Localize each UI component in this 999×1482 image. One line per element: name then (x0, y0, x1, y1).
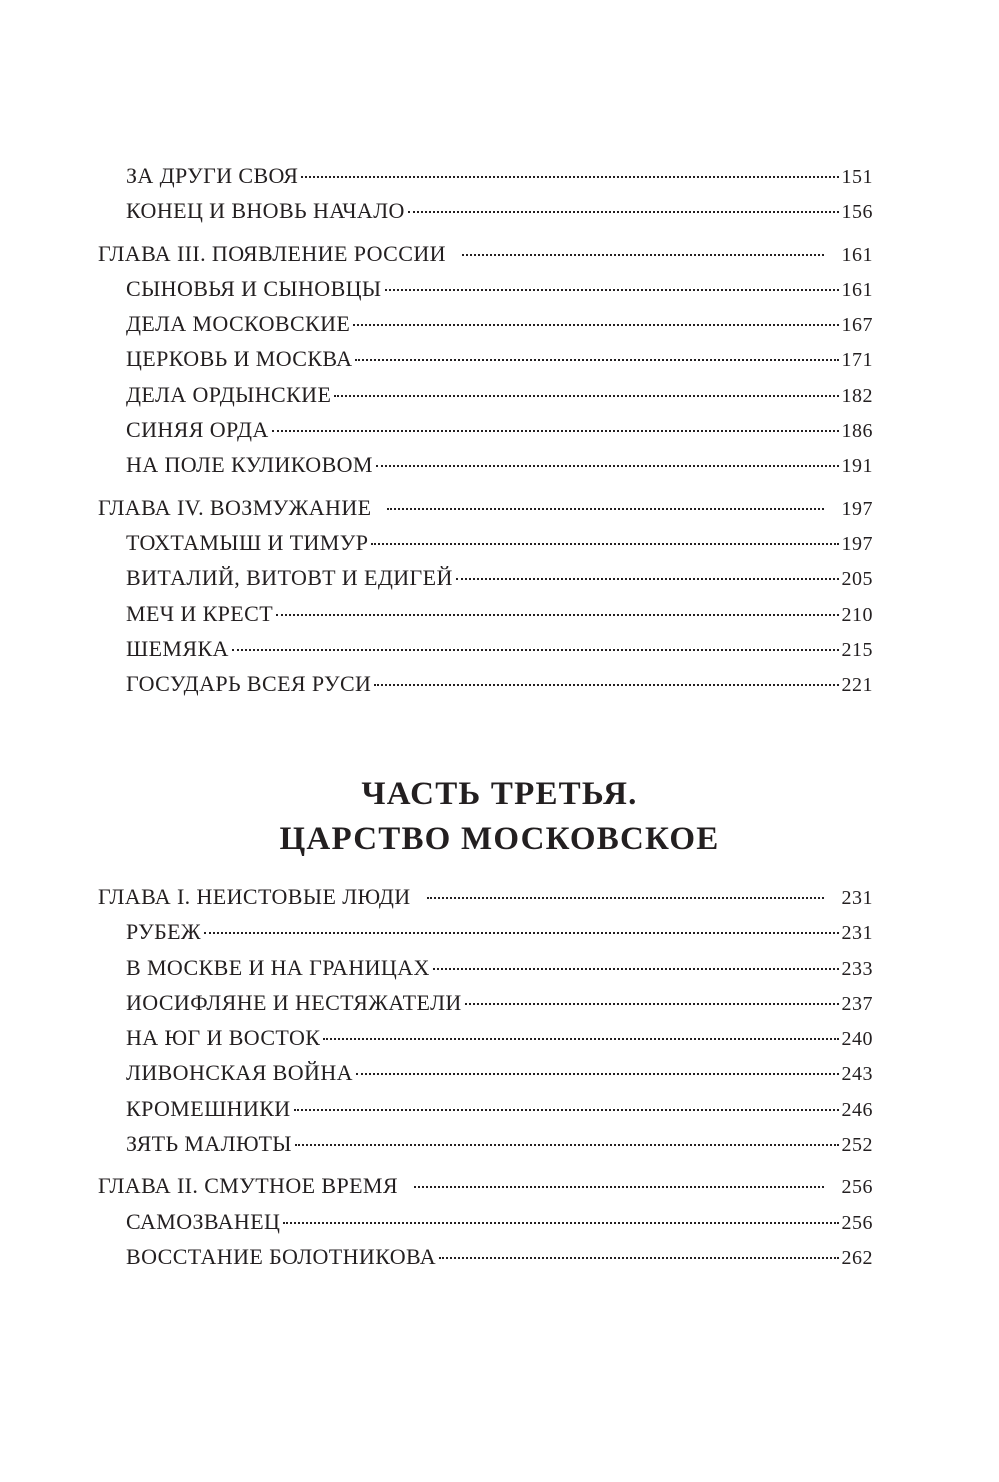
toc-entry[interactable] (98, 1131, 873, 1166)
dot-leader (356, 1073, 839, 1075)
dot-leader (295, 1144, 839, 1146)
toc-entry[interactable] (98, 530, 873, 565)
entry-title: ДЕЛА ОРДЫНСКИЕ (126, 381, 332, 407)
toc-entry[interactable] (98, 1096, 873, 1131)
dot-leader (433, 968, 839, 970)
dot-leader (462, 254, 824, 256)
entry-page: 171 (841, 349, 873, 372)
dot-leader (414, 1186, 824, 1188)
dot-leader (294, 1109, 839, 1111)
entry-title: ВОССТАНИЕ БОЛОТНИКОВА (126, 1243, 437, 1269)
entry-title: ВИТАЛИЙ, ВИТОВТ И ЕДИГЕЙ (126, 565, 453, 591)
dot-leader (385, 289, 839, 291)
entry-title: ТОХТАМЫШ И ТИМУР (126, 529, 369, 555)
dot-leader (465, 1003, 839, 1005)
toc-entry[interactable] (98, 636, 873, 671)
chapter-page: 161 (841, 243, 873, 266)
dot-leader (323, 1038, 838, 1040)
dot-leader (355, 359, 838, 361)
entry-title: В МОСКВЕ И НА ГРАНИЦАХ (126, 954, 430, 980)
chapter-page: 256 (841, 1176, 873, 1199)
toc-entry[interactable] (98, 382, 873, 417)
chapter-page: 231 (841, 887, 873, 909)
toc-chapter[interactable] (98, 884, 873, 919)
dot-leader (427, 897, 824, 899)
entry-title: ГОСУДАРЬ ВСЕЯ РУСИ (126, 671, 372, 697)
dot-leader (456, 578, 839, 580)
entry-page: 161 (841, 278, 873, 301)
entry-page: 237 (841, 992, 873, 1015)
entry-page: 256 (841, 1211, 873, 1234)
entry-title: РУБЕЖ (126, 919, 202, 945)
dot-leader (283, 1222, 838, 1224)
entry-title: КОНЕЦ И ВНОВЬ НАЧАЛО (126, 198, 405, 224)
entry-title: СИНЯЯ ОРДА (126, 417, 269, 443)
entry-page: 156 (841, 201, 873, 224)
entry-page: 186 (841, 420, 873, 443)
entry-title: ЗЯТЬ МАЛЮТЫ (126, 1131, 292, 1157)
toc-entry[interactable] (98, 311, 873, 346)
entry-page: 167 (841, 314, 873, 337)
entry-title: НА ПОЛЕ КУЛИКОВОМ (126, 452, 373, 478)
entry-page: 246 (841, 1098, 873, 1121)
dot-leader (301, 176, 838, 178)
entry-page: 182 (841, 384, 873, 407)
part-heading-line2: ЦАРСТВО МОСКОВСКОЕ (279, 821, 720, 857)
toc-entry[interactable] (98, 601, 873, 636)
entry-title: ШЕМЯКА (126, 635, 229, 661)
chapter-title: ГЛАВА I. НЕИСТОВЫЕ ЛЮДИ (98, 884, 411, 909)
entry-page: 197 (841, 532, 873, 555)
dot-leader (204, 932, 838, 934)
entry-title: ДЕЛА МОСКОВСКИЕ (126, 311, 351, 337)
entry-page: 252 (841, 1134, 873, 1157)
toc-entry[interactable] (98, 919, 873, 954)
dot-leader (374, 684, 838, 686)
toc-entry[interactable] (98, 163, 873, 198)
entry-page: 191 (841, 455, 873, 478)
toc-entry[interactable] (98, 1209, 873, 1244)
toc-entry[interactable] (98, 565, 873, 600)
entry-title: ЦЕРКОВЬ И МОСКВА (126, 346, 353, 372)
toc-chapter[interactable] (98, 495, 873, 530)
entry-title: НА ЮГ И ВОСТОК (126, 1025, 321, 1051)
toc-entry[interactable] (98, 452, 873, 487)
entry-title: САМОЗВАНЕЦ (126, 1208, 281, 1234)
toc-entry[interactable] (98, 346, 873, 381)
entry-page: 151 (841, 166, 873, 188)
entry-title: МЕЧ И КРЕСТ (126, 600, 274, 626)
part-heading-line1: ЧАСТЬ ТРЕТЬЯ. (361, 776, 638, 812)
entry-page: 215 (841, 638, 873, 661)
dot-leader (272, 430, 839, 432)
dot-leader (439, 1257, 838, 1259)
chapter-page: 197 (841, 497, 873, 520)
entry-title: КРОМЕШНИКИ (126, 1095, 291, 1121)
dot-leader (232, 649, 839, 651)
entry-page: 221 (841, 674, 873, 697)
entry-title: ЗА ДРУГИ СВОЯ (126, 163, 299, 188)
toc-entry[interactable] (98, 1244, 873, 1279)
dot-leader (334, 395, 838, 397)
dot-leader (353, 324, 838, 326)
toc-chapter[interactable] (98, 1173, 873, 1208)
toc-entry[interactable] (98, 1060, 873, 1095)
part-heading (0, 772, 999, 862)
toc-block-part2 (98, 163, 873, 706)
dot-leader (276, 614, 838, 616)
entry-page: 240 (841, 1028, 873, 1051)
toc-entry[interactable] (98, 417, 873, 452)
entry-page: 205 (841, 568, 873, 591)
dot-leader (371, 543, 838, 545)
entry-title: СЫНОВЬЯ И СЫНОВЦЫ (126, 275, 382, 301)
dot-leader (376, 465, 839, 467)
chapter-title: ГЛАВА III. ПОЯВЛЕНИЕ РОССИИ (98, 240, 446, 266)
entry-title: ЛИВОНСКАЯ ВОЙНА (126, 1060, 353, 1086)
chapter-title: ГЛАВА IV. ВОЗМУЖАНИЕ (98, 494, 372, 520)
entry-page: 231 (841, 922, 873, 945)
entry-page: 262 (841, 1246, 873, 1269)
toc-entry[interactable] (98, 1025, 873, 1060)
toc-block-part3 (98, 884, 873, 1279)
toc-entry[interactable] (98, 671, 873, 706)
dot-leader (408, 211, 839, 213)
toc-chapter[interactable] (98, 241, 873, 276)
chapter-title: ГЛАВА II. СМУТНОЕ ВРЕМЯ (98, 1173, 398, 1199)
toc-entry[interactable] (98, 955, 873, 990)
entry-page: 243 (841, 1063, 873, 1086)
toc-entry[interactable] (98, 276, 873, 311)
dot-leader (387, 508, 823, 510)
entry-page: 210 (841, 603, 873, 626)
entry-title: ИОСИФЛЯНЕ И НЕСТЯЖАТЕЛИ (126, 989, 462, 1015)
toc-entry[interactable] (98, 990, 873, 1025)
entry-page: 233 (841, 957, 873, 980)
toc-entry[interactable] (98, 198, 873, 233)
